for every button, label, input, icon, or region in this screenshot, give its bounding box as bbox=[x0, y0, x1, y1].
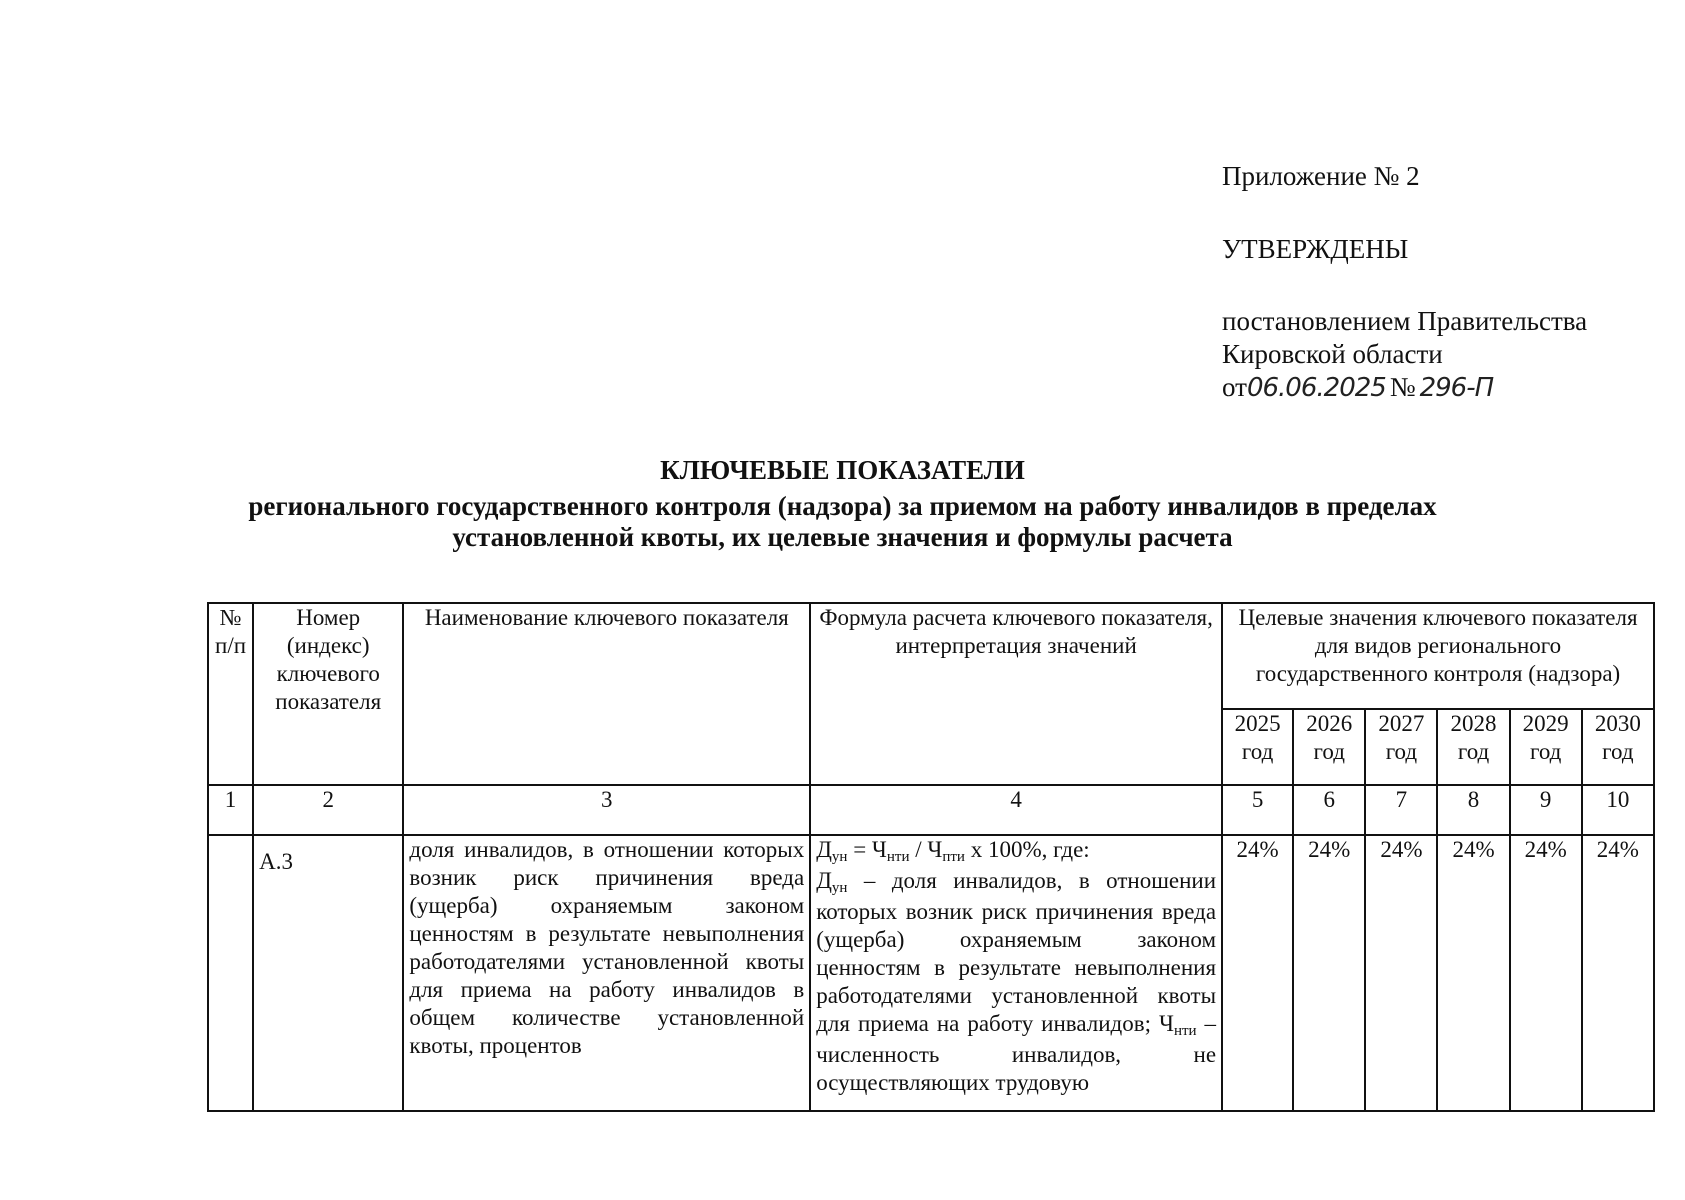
target-value-2025: 24% bbox=[1222, 835, 1293, 1111]
appendix-label: Приложение № 2 bbox=[1222, 161, 1420, 191]
col-number: 6 bbox=[1293, 785, 1365, 835]
target-value-2029: 24% bbox=[1510, 835, 1582, 1111]
year-2028: 2028 год bbox=[1437, 709, 1509, 785]
document-subtitle-line-2: установленной квоты, их целевые значения и формулы расчета bbox=[452, 522, 1233, 552]
numbering-row bbox=[208, 785, 1654, 835]
indicator-name: доля инвалидов, в отношении которых возник риск причинения вреда (ущерба) охраняемым законом ценностям в результате невыполнения работодателями установленной квоты для приема на работу инвалидов в общем количестве установленной квоты, процентов bbox=[403, 835, 810, 1111]
col-number: 10 bbox=[1582, 785, 1654, 835]
target-value-2030: 24% bbox=[1582, 835, 1654, 1111]
key-indicators-table bbox=[207, 602, 1655, 1112]
header-targets: Целевые значения ключевого показателя для видов регионального государственного контроля (надзора) bbox=[1222, 603, 1654, 709]
resolution-block bbox=[1222, 305, 1642, 405]
header-num: № п/п bbox=[208, 603, 253, 785]
resolution-date-row bbox=[1222, 371, 1642, 405]
target-value-2026: 24% bbox=[1293, 835, 1365, 1111]
col-number: 1 bbox=[208, 785, 253, 835]
year-2029: 2029 год bbox=[1510, 709, 1582, 785]
year-2025: 2025 год bbox=[1222, 709, 1293, 785]
header-name: Наименование ключевого показателя bbox=[403, 603, 810, 785]
table-row bbox=[208, 835, 1654, 1111]
col-number: 5 bbox=[1222, 785, 1293, 835]
resolution-line-2: Кировской области bbox=[1222, 339, 1443, 369]
resolution-line-1: постановлением Правительства bbox=[1222, 306, 1588, 336]
header-index: Номер (индекс) ключевого показателя bbox=[253, 603, 403, 785]
header-formula: Формула расчета ключевого показателя, интерпретация значений bbox=[810, 603, 1222, 785]
number-prefix: № bbox=[1389, 372, 1416, 402]
document-title: КЛЮЧЕВЫЕ ПОКАЗАТЕЛИ bbox=[660, 455, 1025, 485]
col-number: 9 bbox=[1510, 785, 1582, 835]
document-subtitle-line-1: регионального государственного контроля (надзора) за приемом на работу инвалидов в пределах bbox=[248, 491, 1437, 521]
date-prefix: от bbox=[1222, 372, 1247, 402]
handwritten-date: 06.06.2025 bbox=[1246, 373, 1386, 403]
target-value-2028: 24% bbox=[1437, 835, 1509, 1111]
year-2030: 2030 год bbox=[1582, 709, 1654, 785]
col-number: 8 bbox=[1437, 785, 1509, 835]
year-2027: 2027 год bbox=[1365, 709, 1437, 785]
year-2026: 2026 год bbox=[1293, 709, 1365, 785]
header-row bbox=[208, 603, 1654, 709]
formula-line: $Д_{ун} = Ч_{нти} / Ч_{пти}$ х 100%, где: bbox=[816, 837, 1090, 865]
formula-description: $Д_{ун}$ – доля инвалидов, в отношении которых возник риск причинения вреда (ущерба) охраняемым законом ценностям в результате невыполнения работодателями установленной квоты для приема на работу инвалидов; $Ч_{нти}$ – численность инвалидов, не осуществляющих трудовую bbox=[816, 868, 1217, 1095]
col-number: 4 bbox=[810, 785, 1222, 835]
col-number: 3 bbox=[403, 785, 810, 835]
col-number: 7 bbox=[1365, 785, 1437, 835]
approved-label: УТВЕРЖДЕНЫ bbox=[1222, 234, 1409, 264]
handwritten-number: 296-П bbox=[1419, 373, 1494, 403]
indicator-index: А.3 bbox=[253, 835, 403, 1111]
row-number bbox=[208, 835, 253, 1111]
col-number: 2 bbox=[253, 785, 403, 835]
indicator-formula bbox=[810, 835, 1222, 1111]
target-value-2027: 24% bbox=[1365, 835, 1437, 1111]
